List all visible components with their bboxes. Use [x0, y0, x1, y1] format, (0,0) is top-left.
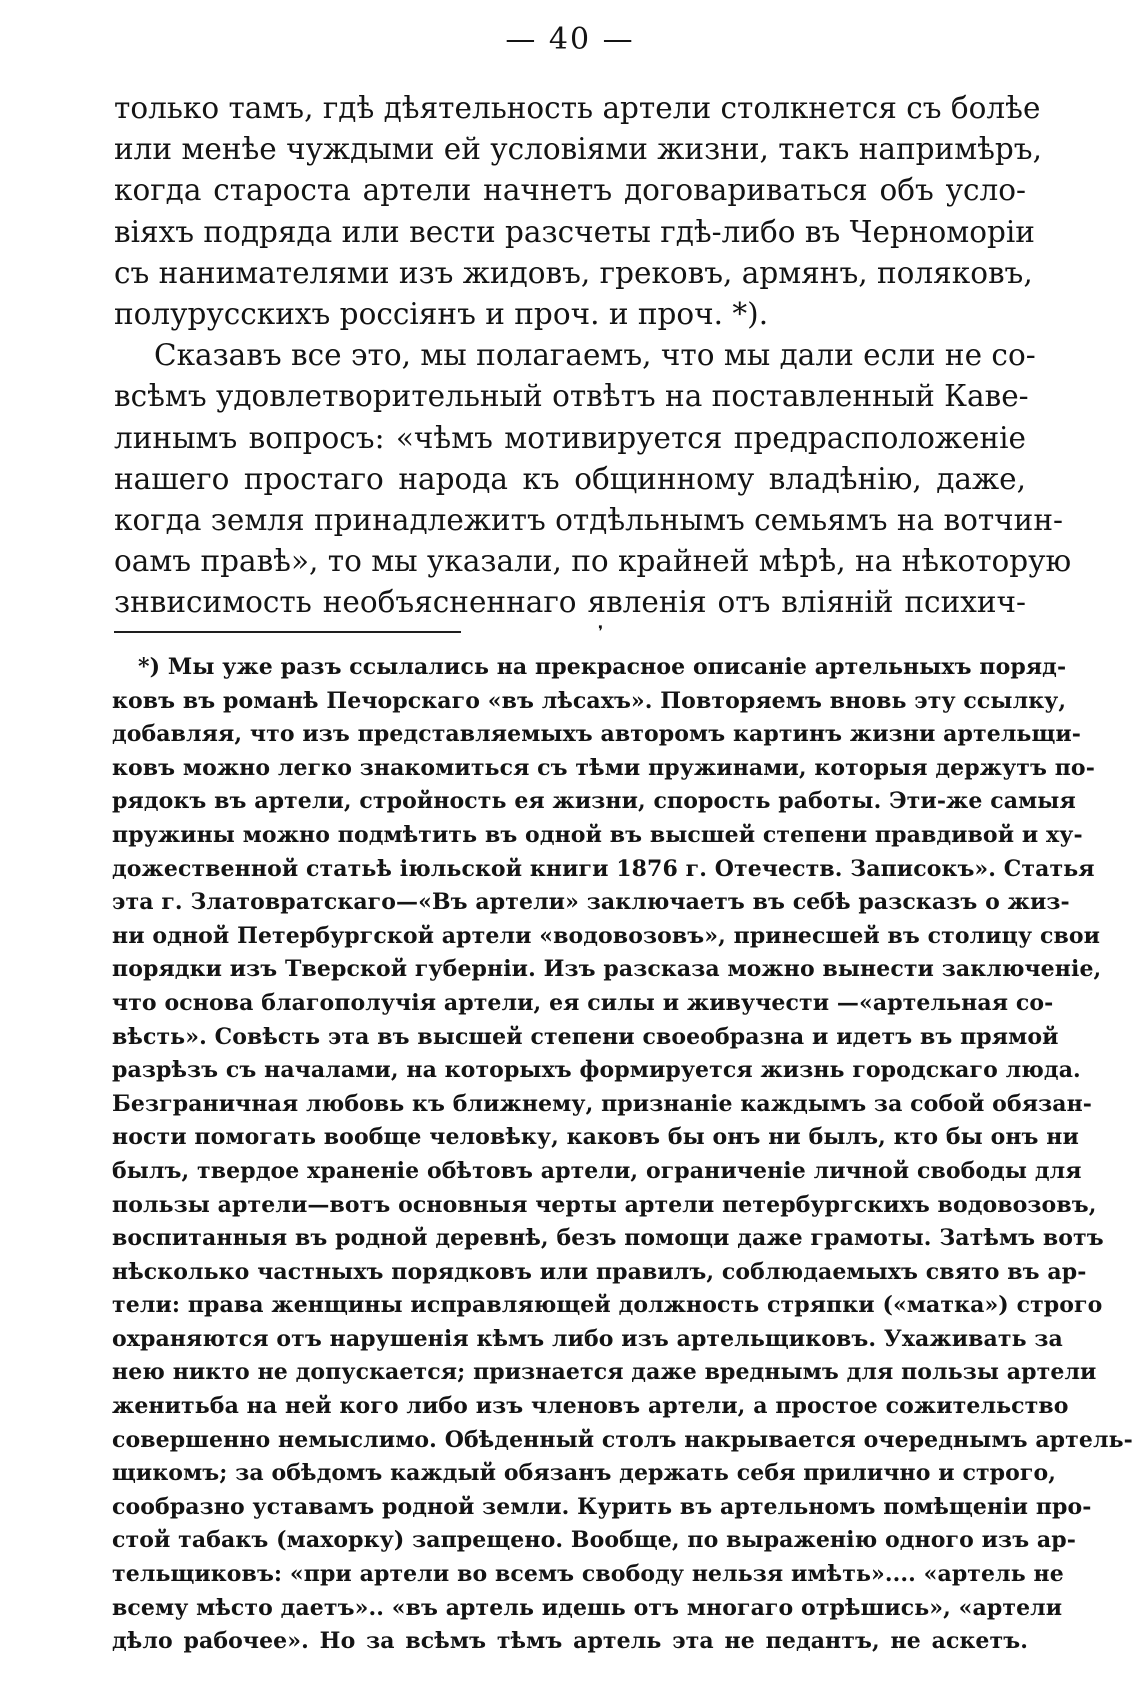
text-line: оамъ правѣ», то мы указали, по крайней мѣрѣ, на нѣкоторую: [114, 544, 1072, 579]
footnote-line: *) Мы уже разъ ссылались на прекрасное описаніе артельныхъ поряд-: [138, 654, 1067, 680]
footnote-line: пользы артели—вотъ основныя черты артели петербургскихъ водовозовъ,: [112, 1191, 1097, 1218]
footnote-line: стой табакъ (махорку) запрещено. Вообще, по выраженію одного изъ ар-: [112, 1527, 1077, 1554]
text-line: съ нанимателями изъ жидовъ, грековъ, армянъ, поляковъ,: [114, 255, 1033, 290]
text-line: линымъ вопросъ: «чѣмъ мотивируется предрасположеніе: [114, 420, 1026, 455]
footnote-line: рядокъ въ артели, стройность ея жизни, спорость работы. Эти-же самыя: [112, 788, 1076, 815]
footnote-line: нею никто не допускается; признается даже вреднымъ для пользы артели: [112, 1359, 1097, 1386]
print-speck: ❜: [598, 622, 604, 641]
footnote-line: женитьба на ней кого либо изъ членовъ артели, а простое сожительство: [112, 1393, 1069, 1420]
footnote-line: сообразно уставамъ родной земли. Курить въ артельномъ помѣщеніи про-: [112, 1493, 1092, 1520]
footnote-line: что основа благополучія артели, ея силы и живучести —«артельная со-: [112, 989, 1054, 1016]
text-line: полурусскихъ россіянъ и проч. и проч. *).: [114, 296, 769, 331]
text-line: когда земля принадлежитъ отдѣльнымъ семьямъ на вотчин-: [114, 502, 1063, 537]
text-line: только тамъ, гдѣ дѣятельность артели столкнется съ болѣе: [114, 91, 1041, 125]
text-line: или менѣе чуждыми ей условіями жизни, такъ напримѣръ,: [114, 132, 1042, 167]
footnote-line: ни одной Петербургской артели «водовозовъ», принесшей въ столицу свои: [112, 922, 1101, 949]
page-number: — 40 —: [505, 22, 635, 57]
footnote-line: охраняются отъ нарушенія кѣмъ либо изъ артельщиковъ. Ухаживать за: [112, 1325, 1063, 1352]
footnote-line: былъ, твердое храненіе обѣтовъ артели, ограниченіе личной свободы для: [112, 1157, 1082, 1184]
footnote-line: Безграничная любовь къ ближнему, признаніе каждымъ за собой обязан-: [112, 1090, 1093, 1117]
footnote-line: щикомъ; за обѣдомъ каждый обязанъ держать себя прилично и строго,: [112, 1460, 1057, 1487]
main-text-block: [114, 88, 1072, 623]
footnote-line: всему мѣсто даетъ».. «въ артель идешь отъ многаго отрѣшись», «артели: [112, 1594, 1063, 1621]
footnote-line: тельщиковъ: «при артели во всемъ свободу нельзя имѣть».... «артель не: [112, 1561, 1064, 1588]
footnote-line: воспитанныя въ родной деревнѣ, безъ помощи даже грамоты. Затѣмъ вотъ: [112, 1225, 1104, 1252]
text-line: всѣмъ удовлетворительный отвѣтъ на поставленный Каве-: [114, 379, 1029, 414]
text-line: Сказавъ все это, мы полагаемъ, что мы дали если не со-: [154, 338, 1036, 373]
footnote-line: ковъ можно легко знакомиться съ тѣми пружинами, которыя держутъ по-: [112, 754, 1095, 781]
text-line: нашего простаго народа къ общинному владѣнію, даже,: [114, 461, 1026, 496]
footnote-line: ности помогать вообще человѣку, каковъ бы онъ ни былъ, кто бы онъ ни: [112, 1124, 1079, 1151]
footnote-line: ковъ въ романѣ Печорскаго «въ лѣсахъ». Повторяемъ вновь эту ссылку,: [112, 687, 1067, 714]
text-line: знвисимость необъясненнаго явленія отъ вліяній психич-: [114, 585, 1026, 620]
footnote-line: разрѣзъ съ началами, на которыхъ формируется жизнь городскаго люда.: [112, 1057, 1081, 1084]
text-line: віяхъ подряда или вести разсчеты гдѣ-либо въ Черноморіи: [114, 214, 1035, 249]
footnote-divider: [114, 631, 461, 633]
footnote-line: пружины можно подмѣтить въ одной въ высшей степени правдивой и ху-: [112, 821, 1083, 848]
footnote-line: совершенно немыслимо. Обѣденный столъ накрывается очереднымъ артель-: [112, 1426, 1133, 1453]
footnote-line: дожественной статьѣ іюльской книги 1876 г. Отечеств. Записокъ». Статья: [112, 855, 1095, 882]
footnote-line: тели: права женщины исправляющей должность стряпки («матка») строго: [112, 1292, 1103, 1319]
footnote-line: нѣсколько частныхъ порядковъ или правилъ, соблюдаемыхъ свято въ ар-: [112, 1258, 1087, 1285]
text-line: когда староста артели начнетъ договариваться объ усло-: [114, 173, 1026, 208]
footnote-line: порядки изъ Тверской губерніи. Изъ разсказа можно вынести заключеніе,: [112, 956, 1102, 983]
footnote-line: вѣсть». Совѣсть эта въ высшей степени своеобразна и идетъ въ прямой: [112, 1023, 1059, 1050]
footnote-block: [112, 651, 1133, 1659]
footnote-line: добавляя, что изъ представляемыхъ авторомъ картинъ жизни артельщи-: [112, 721, 1082, 748]
footnote-line: дѣло рабочее». Но за всѣмъ тѣмъ артель эта не педантъ, не аскетъ.: [112, 1628, 1028, 1655]
footnote-line: эта г. Златовратскаго—«Въ артели» заключаетъ въ себѣ разсказъ о жиз-: [112, 889, 1070, 916]
